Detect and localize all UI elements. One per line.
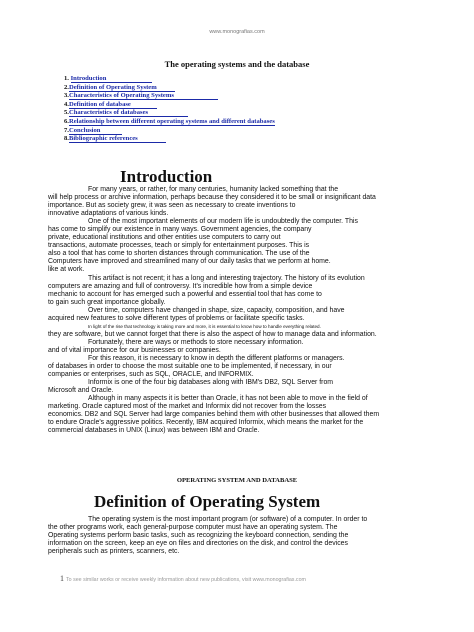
text-line: Informix is one of the four big databases along with IBM's DB2, SQL Server from: [88, 379, 334, 387]
text-line: like at work.: [48, 266, 85, 274]
toc-item-number: 8.: [64, 135, 69, 143]
page-number: 1: [60, 574, 64, 583]
toc-link[interactable]: Bibliographic references: [69, 135, 166, 143]
toc-link[interactable]: Definition of Operating System: [69, 84, 175, 92]
toc-item[interactable]: [64, 118, 275, 127]
toc-item-number: 5.: [64, 109, 69, 117]
toc-item[interactable]: [64, 92, 275, 101]
intro-paragraph: [48, 395, 424, 435]
intro-paragraph: [48, 339, 424, 355]
text-line: also a tool that has come to shorten distances through communication. The use of the: [48, 250, 310, 258]
text-line: Fortunately, there are ways or methods to store necessary information.: [88, 338, 304, 346]
section-label: OPERATING SYSTEM AND DATABASE: [176, 477, 298, 484]
text-line: importance. But as society grew, it was seen as necessary to create inventions to: [48, 202, 296, 210]
toc-link[interactable]: Relationship between different operating systems and different databases: [68, 117, 275, 125]
toc-item-number: 4.: [64, 100, 69, 108]
text-line: and of vital importance for our businesses or companies.: [48, 346, 221, 354]
toc-item[interactable]: [64, 75, 275, 84]
text-line: mechanic to account for has emerged such a powerful and essential tool that has come to: [48, 290, 322, 298]
introduction-body: [48, 186, 424, 435]
toc-item[interactable]: [64, 101, 275, 110]
text-line: has come to simplify our existence in many ways. Government agencies, the company: [48, 226, 312, 234]
intro-paragraph: [48, 379, 424, 395]
text-line: Operating systems perform basic tasks, such as recognizing the keyboard connection, sending the: [48, 532, 349, 540]
toc-item-number: 2.: [64, 83, 69, 91]
text-line: they are software, but we cannot forget that there is also the aspect of how to manage data and information.: [48, 330, 377, 338]
document-title: The operating systems and the database: [164, 59, 310, 69]
text-line: peripherals such as printers, scanners, etc.: [48, 548, 180, 556]
definition-body: [48, 516, 424, 556]
text-line: will help process or archive information, perhaps because they considered it to be small or insignificant data: [48, 194, 376, 202]
page-footer: [60, 574, 306, 583]
toc-link[interactable]: Definition of database: [69, 101, 157, 109]
definition-heading: Definition of Operating System: [94, 492, 321, 511]
toc-item-number: 7.: [64, 126, 69, 134]
small-text-line: In light of the rise that technology is taking more and more, it is essential to know how to handle everything related.: [88, 323, 321, 329]
site-header: www.monografias.com: [209, 29, 265, 35]
text-line: This artifact is not recent; it has a long and interesting trajectory. The history of its evolution: [88, 274, 365, 282]
text-line: marketing. Oracle captured most of the market and Informix did not recover from the losses: [48, 403, 327, 411]
toc-link[interactable]: Characteristics of databases: [69, 109, 188, 117]
text-line: companies or enterprises, such as SQL, ORACLE, and INFORMIX.: [48, 371, 254, 379]
text-line: innovative adaptations of various kinds.: [48, 210, 169, 218]
text-line: private, educational institutions and other entities use computers to carry out: [48, 234, 281, 242]
toc-link[interactable]: Introduction: [71, 75, 153, 83]
text-line: Over time, computers have changed in shape, size, capacity, composition, and have: [88, 306, 345, 314]
text-line: computers are amazing and full of controversy. It's incredible how from a simple device: [48, 282, 313, 290]
text-line: acquired new features to solve different types of problems or facilitate specific tasks.: [48, 314, 305, 322]
toc-item[interactable]: [64, 135, 275, 144]
text-line: commercial databases in UNIX (Linux) was between IBM and Oracle.: [48, 427, 260, 435]
text-line: economics. DB2 and SQL Server had large companies behind them with other businesses that allowed them: [48, 411, 380, 419]
footer-text: To see similar works or receive weekly information about new publications, visit www.monografias.com: [66, 577, 306, 583]
intro-paragraph: [48, 186, 424, 218]
text-line: One of the most important elements of our modern life is undoubtedly the computer. This: [88, 218, 358, 226]
text-line: For many years, or rather, for many centuries, humanity lacked something that the: [88, 186, 339, 193]
text-line: to endure Oracle's aggressive politics. Recently, IBM acquired Informix, which means the market for the: [48, 419, 364, 427]
text-line: For this reason, it is necessary to know in depth the different platforms or managers.: [88, 354, 345, 362]
toc-item-number: 1.: [64, 75, 71, 82]
toc-link[interactable]: Conclusion: [69, 127, 123, 135]
text-line: to gain such great importance globally.: [48, 298, 166, 306]
text-line: information on the screen, keep an eye on files and directories on the disk, and control the devices: [48, 540, 348, 548]
toc-link[interactable]: Characteristics of Operating Systems: [69, 92, 218, 100]
table-of-contents: [64, 75, 275, 144]
text-line: the other programs work, each general-purpose computer must have an operating system. The: [48, 524, 338, 532]
text-line: transactions, automate processes, teach or simply for entertainment purposes. This is: [48, 242, 310, 250]
text-line: Computers have improved and streamlined many of our daily tasks that we perform at home.: [48, 258, 331, 266]
toc-item[interactable]: [64, 127, 275, 136]
text-line: of databases in order to choose the most suitable one to be implemented, if necessary, in our: [48, 363, 332, 371]
text-line: Microsoft and Oracle.: [48, 387, 114, 395]
toc-item[interactable]: [64, 84, 275, 93]
intro-paragraph: [48, 275, 424, 307]
toc-item[interactable]: [64, 109, 275, 118]
toc-item-number: 6.: [64, 117, 69, 125]
intro-paragraph: [48, 355, 424, 379]
text-line: Although in many aspects it is better than Oracle, it has not been able to move in the field of: [88, 395, 368, 403]
text-line: The operating system is the most important program (or software) of a computer. In order to: [88, 516, 368, 523]
introduction-heading: Introduction: [120, 167, 213, 186]
intro-paragraph: [48, 218, 424, 274]
intro-paragraph: [48, 307, 424, 339]
toc-item-number: 3.: [64, 92, 69, 100]
